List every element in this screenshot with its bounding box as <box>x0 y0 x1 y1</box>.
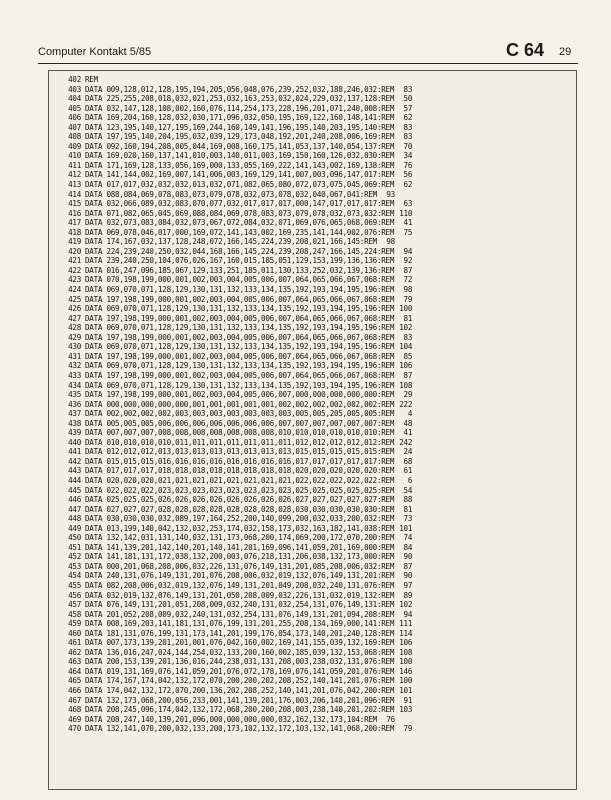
checksum: 63 <box>403 199 413 209</box>
statement: DATA 171,169,128,133,056,169,000,133,055,169,222,141,143,002,169,138:REM <box>85 160 395 170</box>
checksum: 106 <box>399 361 413 371</box>
statement: DATA 239,240,250,104,076,026,167,160,015,185,051,129,153,199,136,136:REM <box>85 256 395 266</box>
line-number: 439 <box>68 428 81 438</box>
checksum: 24 <box>403 447 413 457</box>
line-number: 455 <box>68 580 81 590</box>
statement: DATA 224,239,240,250,032,044,168,166,145,224,239,208,247,166,145,224:REM <box>85 246 395 256</box>
statement: DATA 174,167,174,042,132,172,070,200,200,202,208,252,140,141,201,076:REM <box>85 676 395 686</box>
statement: DATA 136,016,247,024,144,254,032,133,200,160,002,185,039,132,153,068:REM <box>85 647 395 657</box>
line-number: 464 <box>68 666 81 676</box>
statement: DATA 076,149,131,201,051,208,009,032,240,131,032,254,131,076,149,131:REM <box>85 600 395 610</box>
listing-line <box>57 142 572 152</box>
checksum: 62 <box>403 180 413 190</box>
checksum: 62 <box>403 113 413 123</box>
checksum: 83 <box>403 122 413 132</box>
checksum: 68 <box>403 456 413 466</box>
listing-line <box>57 428 572 438</box>
checksum: 54 <box>403 485 413 495</box>
listing-line <box>57 705 572 715</box>
listing-line <box>57 218 572 228</box>
listing-line <box>57 657 572 667</box>
checksum: 79 <box>403 724 413 734</box>
line-number: 459 <box>68 619 81 629</box>
checksum: 108 <box>399 380 413 390</box>
statement: DATA 201,052,208,009,032,240,131,032,254,131,076,149,131,201,094,208:REM <box>85 609 395 619</box>
statement: REM <box>85 75 98 84</box>
checksum: 34 <box>403 151 413 161</box>
line-number: 447 <box>68 504 81 514</box>
listing-line <box>57 323 572 333</box>
listing-line <box>57 676 572 686</box>
listing-line <box>57 543 572 553</box>
line-number: 404 <box>68 94 81 104</box>
line-number: 444 <box>68 475 81 485</box>
statement: DATA 197,198,199,000,001,002,003,004,005,006,007,064,065,066,067,068:REM <box>85 370 395 380</box>
statement: DATA 069,070,071,128,129,130,131,132,133,134,135,192,193,194,195,196:REM <box>85 361 395 371</box>
listing-line <box>57 686 572 696</box>
listing-line <box>57 352 572 362</box>
listing-line <box>57 247 572 257</box>
line-number: 417 <box>68 218 81 228</box>
line-number: 402 <box>68 75 81 84</box>
statement: DATA 197,198,199,000,001,002,003,004,005,006,007,064,065,066,067,068:REM <box>85 332 395 342</box>
statement: DATA 005,005,005,006,006,006,006,006,006,006,007,007,007,007,007,007:REM <box>85 418 395 428</box>
listing-line <box>57 266 572 276</box>
listing-line <box>57 466 572 476</box>
listing-line <box>57 476 572 486</box>
listing-line <box>57 400 572 410</box>
line-number: 468 <box>68 705 81 715</box>
checksum: 56 <box>403 170 413 180</box>
checksum: 89 <box>403 590 413 600</box>
line-number: 456 <box>68 590 81 600</box>
listing-line <box>57 75 572 85</box>
statement: DATA 132,173,068,200,056,233,001,141,139,201,176,003,206,140,201,096:REM <box>85 695 395 705</box>
line-number: 446 <box>68 495 81 505</box>
checksum: 88 <box>403 495 413 505</box>
checksum: 50 <box>403 94 413 104</box>
listing-line <box>57 495 572 505</box>
line-number: 414 <box>68 189 81 199</box>
listing-line <box>57 237 572 247</box>
line-number: 430 <box>68 342 81 352</box>
line-number: 432 <box>68 361 81 371</box>
checksum: 102 <box>399 600 413 610</box>
line-number: 467 <box>68 695 81 705</box>
checksum: 79 <box>403 294 413 304</box>
listing-line <box>57 342 572 352</box>
line-number: 426 <box>68 304 81 314</box>
line-number: 454 <box>68 571 81 581</box>
listing-line <box>57 104 572 114</box>
checksum: 83 <box>403 84 413 94</box>
listing-line <box>57 314 572 324</box>
statement: DATA 022,022,022,023,023,023,023,023,023,023,023,025,025,025,025,025:REM <box>85 485 395 495</box>
checksum: 90 <box>403 571 413 581</box>
checksum: 94 <box>403 246 413 256</box>
checksum: 83 <box>403 132 413 142</box>
statement: DATA 016,247,096,185,067,129,133,251,185,011,130,133,252,032,139,136:REM <box>85 265 395 275</box>
statement: DATA 019,131,169,076,141,059,201,076,072,178,169,076,141,059,201,076:REM <box>85 666 395 676</box>
checksum: 74 <box>403 533 413 543</box>
line-number: 403 <box>68 84 81 94</box>
statement: DATA 225,255,208,018,032,021,253,032,163,253,032,024,229,032,137,128:REM <box>85 94 395 104</box>
line-number: 408 <box>68 132 81 142</box>
line-number: 427 <box>68 313 81 323</box>
line-number: 409 <box>68 141 81 151</box>
checksum: 81 <box>403 504 413 514</box>
statement: DATA 088,084,069,078,083,073,079,078,032,073,078,032,040,067,041:REM <box>85 189 377 199</box>
program-listing-box <box>48 70 577 790</box>
line-number: 425 <box>68 294 81 304</box>
listing-line <box>57 295 572 305</box>
line-number: 453 <box>68 561 81 571</box>
statement: DATA 174,042,132,172,070,200,136,202,208,252,140,141,201,076,042,200:REM <box>85 686 395 695</box>
statement: DATA 000,201,068,208,006,032,226,131,076,149,131,201,085,208,006,032:REM <box>85 561 395 571</box>
listing-line <box>57 562 572 572</box>
statement: DATA 200,153,139,201,136,016,244,238,031,131,208,003,238,032,131,076:REM <box>85 657 395 667</box>
listing-line <box>57 571 572 581</box>
page-header <box>38 40 578 62</box>
line-number: 451 <box>68 542 81 552</box>
statement: DATA 208,245,096,174,042,132,172,068,200,200,208,003,238,140,201,202:REM <box>85 705 395 715</box>
statement: DATA 017,017,032,032,032,013,032,071,082,065,080,072,073,075,045,069:REM <box>85 180 395 190</box>
checksum: 100 <box>399 304 413 314</box>
checksum: 41 <box>403 218 413 228</box>
listing-line <box>57 457 572 467</box>
checksum: 83 <box>403 332 413 342</box>
listing-line <box>57 161 572 171</box>
line-number: 469 <box>68 714 81 724</box>
line-number: 445 <box>68 485 81 495</box>
statement: DATA 174,167,032,137,128,248,072,166,145,224,239,208,021,166,145:REM <box>85 237 377 247</box>
statement: DATA 069,070,071,128,129,130,131,132,133,134,135,192,193,194,195,196:REM <box>85 342 395 352</box>
statement: DATA 032,066,089,032,083,070,077,032,017,017,017,000,147,017,017,017:REM <box>85 199 395 209</box>
statement: DATA 240,131,076,149,131,201,076,208,006,032,019,132,076,149,131,201:REM <box>85 571 395 581</box>
listing-line <box>57 514 572 524</box>
statement: DATA 197,198,199,000,001,002,003,004,005,006,007,064,065,066,067,068:REM <box>85 351 395 361</box>
listing-line <box>57 209 572 219</box>
statement: DATA 169,020,160,137,141,010,003,140,011,003,169,150,160,126,032,030:REM <box>85 151 395 161</box>
statement: DATA 092,160,194,208,005,044,169,008,160,175,141,053,137,140,054,137:REM <box>85 141 395 151</box>
line-number: 443 <box>68 466 81 476</box>
statement: DATA 141,181,131,172,038,132,200,003,076,218,131,206,038,132,173,000:REM <box>85 552 395 562</box>
listing-line <box>57 533 572 543</box>
line-number: 412 <box>68 170 81 180</box>
listing-line <box>57 371 572 381</box>
checksum: 87 <box>403 265 413 275</box>
line-number: 433 <box>68 370 81 380</box>
statement: DATA 012,012,012,013,013,013,013,013,013,013,013,015,015,015,015,015:REM <box>85 447 395 457</box>
listing-line <box>57 132 572 142</box>
statement: DATA 070,198,199,000,001,002,003,004,005,006,007,064,065,066,067,068:REM <box>85 275 395 285</box>
listing-line <box>57 151 572 161</box>
line-number: 457 <box>68 600 81 610</box>
checksum: 61 <box>403 466 413 476</box>
listing-line <box>57 180 572 190</box>
listing-line <box>57 94 572 104</box>
checksum: 222 <box>399 399 413 409</box>
listing-line <box>57 667 572 677</box>
statement: DATA 141,144,002,169,007,141,006,003,169,129,141,007,003,096,147,017:REM <box>85 170 395 180</box>
statement: DATA 020,020,020,021,021,021,021,021,021,021,021,022,022,022,022,022:REM <box>85 475 395 485</box>
listing-line <box>57 552 572 562</box>
line-number: 448 <box>68 514 81 524</box>
magazine-issue: Computer Kontakt 5/85 <box>38 46 152 58</box>
checksum: 75 <box>403 227 413 237</box>
statement: DATA 008,169,203,141,181,131,076,199,131,201,255,208,134,169,000,141:REM <box>85 619 395 629</box>
checksum: 101 <box>399 686 413 695</box>
statement: DATA 197,198,199,000,001,002,003,004,005,006,007,000,000,000,000,000:REM <box>85 390 395 400</box>
section-title: C 64 <box>506 40 545 60</box>
checksum: 87 <box>403 561 413 571</box>
statement: DATA 169,204,160,128,032,030,171,096,032,050,195,169,122,160,148,141:REM <box>85 113 395 123</box>
line-number: 458 <box>68 609 81 619</box>
statement: DATA 181,131,076,199,131,173,141,201,199,176,054,173,140,201,240,128:REM <box>85 628 395 638</box>
checksum: 70 <box>403 141 413 151</box>
listing-line <box>57 724 572 734</box>
line-number: 461 <box>68 638 81 648</box>
statement: DATA 032,073,083,084,032,073,067,072,084,032,071,069,076,065,068,069:REM <box>85 218 395 228</box>
line-number: 438 <box>68 418 81 428</box>
statement: DATA 030,030,030,032,089,197,164,252,200,140,099,200,032,033,200,032:REM <box>85 514 395 524</box>
listing-line <box>57 438 572 448</box>
checksum: 104 <box>399 342 413 352</box>
listing-line <box>57 85 572 95</box>
checksum: 98 <box>386 237 395 247</box>
statement: DATA 132,141,070,200,032,133,200,173,102,132,172,103,132,141,068,200:REM <box>85 724 395 734</box>
listing-line <box>57 610 572 620</box>
statement: DATA 009,128,012,128,195,194,205,056,048,076,239,252,032,188,246,032:REM <box>85 84 395 94</box>
checksum: 41 <box>403 428 413 438</box>
statement: DATA 069,078,046,017,000,169,072,141,143,002,169,235,141,144,002,076:REM <box>85 227 395 237</box>
listing-line <box>57 715 572 725</box>
checksum: 100 <box>399 657 413 667</box>
statement: DATA 027,027,027,028,028,028,028,028,028,028,028,030,030,030,030,030:REM <box>85 504 395 514</box>
statement: DATA 141,139,201,142,140,201,140,141,201,169,096,141,059,201,169,000:REM <box>85 542 395 552</box>
listing-line <box>57 381 572 391</box>
listing-line <box>57 591 572 601</box>
listing-line <box>57 361 572 371</box>
statement: DATA 032,019,132,076,149,131,201,050,208,009,032,226,131,032,019,132:REM <box>85 590 395 600</box>
line-number: 407 <box>68 122 81 132</box>
checksum: 242 <box>399 437 413 447</box>
listing-line <box>57 619 572 629</box>
line-number: 449 <box>68 523 81 533</box>
line-number: 405 <box>68 103 81 113</box>
page-number: 29 <box>559 46 572 58</box>
checksum: 146 <box>399 666 413 676</box>
checksum: 106 <box>399 638 413 648</box>
statement: DATA 007,173,139,201,201,001,076,042,160,002,169,141,155,039,132,169:REM <box>85 638 395 648</box>
statement: DATA 197,198,199,000,001,002,003,004,005,006,007,064,065,066,067,068:REM <box>85 294 395 304</box>
checksum: 92 <box>403 256 413 266</box>
checksum: 29 <box>403 390 413 400</box>
line-number: 419 <box>68 237 81 247</box>
listing-line <box>57 419 572 429</box>
line-number: 429 <box>68 332 81 342</box>
line-number: 431 <box>68 351 81 361</box>
checksum: 93 <box>386 189 395 199</box>
listing-line <box>57 486 572 496</box>
line-number: 406 <box>68 113 81 123</box>
line-number: 423 <box>68 275 81 285</box>
checksum: 87 <box>403 370 413 380</box>
listing-line <box>57 524 572 534</box>
listing-line <box>57 190 572 200</box>
checksum: 98 <box>403 285 413 295</box>
listing-line <box>57 648 572 658</box>
checksum: 91 <box>403 695 413 705</box>
statement: DATA 010,010,010,010,011,011,011,011,011,011,011,012,012,012,012,012:REM <box>85 437 395 447</box>
listing-line <box>57 696 572 706</box>
statement: DATA 069,070,071,128,129,130,131,132,133,134,135,192,193,194,195,196:REM <box>85 304 395 314</box>
checksum: 72 <box>403 275 413 285</box>
line-number: 460 <box>68 628 81 638</box>
line-number: 437 <box>68 409 81 419</box>
checksum: 111 <box>399 619 413 629</box>
statement: DATA 025,025,025,026,026,026,026,026,026,026,026,027,027,027,027,027:REM <box>85 495 395 505</box>
listing-line <box>57 409 572 419</box>
line-number: 413 <box>68 180 81 190</box>
line-number: 465 <box>68 676 81 686</box>
line-number: 415 <box>68 199 81 209</box>
line-number: 410 <box>68 151 81 161</box>
basic-listing <box>57 75 572 734</box>
line-number: 452 <box>68 552 81 562</box>
statement: DATA 007,007,007,008,008,008,008,008,008,008,010,010,010,010,010,010:REM <box>85 428 395 438</box>
line-number: 424 <box>68 285 81 295</box>
listing-line <box>57 333 572 343</box>
statement: DATA 069,070,071,128,129,130,131,132,133,134,135,192,193,194,195,196:REM <box>85 323 395 333</box>
line-number: 442 <box>68 456 81 466</box>
statement: DATA 123,195,140,127,195,169,244,160,149,141,196,195,140,203,195,140:REM <box>85 122 395 132</box>
statement: DATA 069,070,071,128,129,130,131,132,133,134,135,192,193,194,195,196:REM <box>85 285 395 295</box>
listing-line <box>57 199 572 209</box>
listing-line <box>57 275 572 285</box>
checksum: 81 <box>403 313 413 323</box>
line-number: 462 <box>68 647 81 657</box>
listing-line <box>57 123 572 133</box>
checksum: 84 <box>403 542 413 552</box>
statement: DATA 197,198,199,000,001,002,003,004,005,006,007,064,065,066,067,068:REM <box>85 313 395 323</box>
statement: DATA 015,015,015,016,016,016,016,016,016,016,016,017,017,017,017,017:REM <box>85 456 395 466</box>
line-number: 450 <box>68 533 81 543</box>
line-number: 466 <box>68 686 81 695</box>
statement: DATA 069,070,071,128,129,130,131,132,133,134,135,192,193,194,195,196:REM <box>85 380 395 390</box>
statement: DATA 000,000,000,000,000,001,001,001,001,001,002,002,002,002,002,002:REM <box>85 399 395 409</box>
checksum: 97 <box>403 580 413 590</box>
line-number: 418 <box>68 227 81 237</box>
checksum: 4 <box>407 409 413 419</box>
line-number: 411 <box>68 160 81 170</box>
checksum: 73 <box>403 514 413 524</box>
listing-line <box>57 113 572 123</box>
line-number: 422 <box>68 265 81 275</box>
listing-line <box>57 390 572 400</box>
line-number: 435 <box>68 390 81 400</box>
listing-line <box>57 629 572 639</box>
listing-line <box>57 304 572 314</box>
checksum: 102 <box>399 323 413 333</box>
line-number: 434 <box>68 380 81 390</box>
statement: DATA 208,247,140,139,201,096,000,000,000,000,032,162,132,173,104:REM <box>85 714 377 724</box>
checksum: 114 <box>399 628 413 638</box>
listing-line <box>57 170 572 180</box>
header-rule <box>38 63 578 64</box>
checksum: 94 <box>403 609 413 619</box>
checksum: 108 <box>399 647 413 657</box>
statement: DATA 132,142,031,131,140,032,131,173,068,200,174,069,200,172,070,200:REM <box>85 533 395 543</box>
line-number: 421 <box>68 256 81 266</box>
line-number: 428 <box>68 323 81 333</box>
checksum: 110 <box>399 208 413 218</box>
statement: DATA 071,082,065,045,069,088,084,069,078,083,073,079,078,032,073,032:REM <box>85 208 395 218</box>
checksum: 6 <box>407 475 413 485</box>
checksum: 76 <box>386 714 395 724</box>
listing-line <box>57 581 572 591</box>
statement: DATA 082,208,006,032,019,132,076,149,131,201,049,208,032,240,131,076:REM <box>85 580 395 590</box>
checksum: 85 <box>403 351 413 361</box>
statement: DATA 002,002,002,002,003,003,003,003,003,003,003,005,005,205,005,005:REM <box>85 409 395 419</box>
checksum: 101 <box>399 523 413 533</box>
statement: DATA 197,195,140,204,195,032,039,129,173,048,192,201,240,208,006,169:REM <box>85 132 395 142</box>
listing-line <box>57 285 572 295</box>
checksum: 103 <box>399 705 413 715</box>
line-number: 436 <box>68 399 81 409</box>
line-number: 416 <box>68 208 81 218</box>
checksum: 90 <box>403 552 413 562</box>
checksum: 76 <box>403 160 413 170</box>
line-number: 420 <box>68 246 81 256</box>
line-number: 463 <box>68 657 81 667</box>
listing-line <box>57 228 572 238</box>
line-number: 470 <box>68 724 81 734</box>
line-number: 441 <box>68 447 81 457</box>
statement: DATA 013,199,140,042,132,032,253,174,032,158,173,032,163,182,141,038:REM <box>85 523 395 533</box>
line-number: 440 <box>68 437 81 447</box>
statement: DATA 032,147,128,108,002,160,076,114,254,173,228,196,201,071,240,008:REM <box>85 103 395 113</box>
listing-line <box>57 600 572 610</box>
listing-line <box>57 638 572 648</box>
checksum: 57 <box>403 103 413 113</box>
listing-line <box>57 256 572 266</box>
listing-line <box>57 505 572 515</box>
checksum: 48 <box>403 418 413 428</box>
statement: DATA 017,017,017,018,018,018,018,018,018,018,018,020,020,020,020,020:REM <box>85 466 395 476</box>
listing-line <box>57 447 572 457</box>
checksum: 100 <box>399 676 413 686</box>
